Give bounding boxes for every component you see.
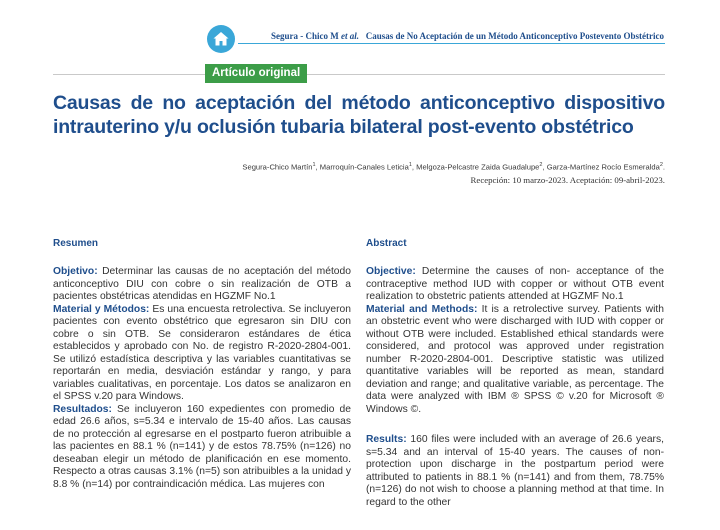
running-head — [252, 31, 664, 41]
article-title: Causas de no aceptación del método anticonceptivo dispositivo intrauterino y/u oclusión tubaria bilateral post-evento obstétrico — [53, 92, 665, 138]
author-name: Melgoza-Pelcastre Zaida Guadalupe — [416, 162, 540, 172]
author-affiliation: 1 — [312, 162, 316, 168]
home-icon[interactable] — [207, 25, 235, 53]
author-list — [53, 162, 665, 172]
reception-dates: Recepción: 10 marzo-2023. Aceptación: 09-abril-2023. — [470, 175, 665, 185]
metodos-text: Es una encuesta retrolectiva. Se incluyeron pacientes con evento obstétrico que egresaron sin DIU con cobre o sin OTB. Se consideraron estándares de ética establecidos y aprobado con No. de registro R-2020-2804-001. Se utilizó estadística descriptiva y las variables cuantitativas se reportarán en media, desviación estándar y rango, y para variables cualitativas, en porcentaje. Los datos se analizaron en el SPSS v.20 para Windows. — [53, 303, 352, 402]
results-text: 160 files were included with an average of 26.6 years, s=5.34 and an interval of 15-40 years. The causes of non-protection upon discharge in the postpartum period were attributed to patients in 88.1 % (n=141) and from them, 78.75% (n=126) do not wish to choose a planning method at that time. In regard to the other — [366, 434, 664, 508]
section-rule — [53, 74, 665, 75]
resumen-resultados — [53, 404, 351, 492]
author-affiliation: 2 — [659, 162, 663, 168]
resumen-column — [53, 238, 351, 491]
objective-text: Determine the causes of non- acceptance of the contraceptive method IUD with copper or without OTB event realization to obstetric patients attended at HGZMF No.1 — [366, 266, 664, 302]
abstract-results — [366, 434, 664, 509]
running-head-etal: et al. — [341, 31, 360, 41]
running-head-authors: Segura - Chico M — [271, 31, 339, 41]
author-separator: , — [542, 162, 547, 172]
author-name: Segura-Chico Martín — [242, 162, 313, 172]
abstract-objective — [366, 266, 664, 304]
results-label: Results: — [366, 434, 407, 445]
author-separator: . — [662, 162, 665, 172]
author-name: Marroquín-Canales Leticia — [319, 162, 409, 172]
resumen-metodos — [53, 304, 351, 404]
author-separator: , — [411, 162, 417, 172]
resumen-heading: Resumen — [53, 238, 99, 249]
author-name: Garza-Martínez Rocío Esmeralda — [546, 162, 660, 172]
author-separator: , — [315, 162, 320, 172]
header-rule — [238, 43, 665, 44]
metodos-label: Material y Métodos: — [53, 303, 150, 315]
author-affiliation: 2 — [539, 162, 543, 168]
resumen-objetivo — [53, 266, 351, 304]
objetivo-text: Determinar las causas de no aceptación del método anticonceptivo DIU con cobre o sin realización de OTB a pacientes obstétricas atendidas en HGZMF No.1 — [53, 266, 351, 302]
resultados-label: Resultados: — [53, 403, 112, 415]
author-affiliation: 1 — [408, 162, 412, 168]
home-glyph — [212, 30, 230, 48]
objective-label: Objective: — [366, 266, 416, 277]
methods-text: It is a retrolective survey. Patients with an obstetric event who were discharged with IUD with copper or without OTB were included. Established ethical standards were considered, and protocol was approved under registration number R-2020-2804-001. Descriptive statistic was utilized quantitative variables will be reported as mean, standard deviation and range; and qualitative variable, as percentage. The data were analyzed with IBM ® SPSS © v.20 for Microsoft ® Windows ©. — [366, 303, 664, 415]
abstract-column — [366, 238, 664, 509]
methods-label: Material and Methods: — [366, 303, 478, 315]
abstract-methods — [366, 304, 664, 417]
running-head-title: Causas de No Aceptación de un Método Anticonceptivo Postevento Obstétrico — [365, 31, 664, 41]
objetivo-label: Objetivo: — [53, 266, 98, 277]
abstract-heading: Abstract — [366, 238, 407, 249]
resultados-text: Se incluyeron 160 expedientes con promedio de edad 26.6 años, s=5.34 e intervalo de 15-40 años. Las causas de no protección al egresarse en el postparto fueron atribuible a las pacientes en 88.1 % (n=141) y de estos 78.75% (n=126) no deseaban elegir un método de planificación en ese momento. Respecto a otras causas 3.1% (n=5) son atribuibles a la unidad y 8.8 % (n=14) por contraindicación médica. Las mujeres con — [53, 403, 351, 490]
section-tag: Artículo original — [205, 64, 307, 83]
